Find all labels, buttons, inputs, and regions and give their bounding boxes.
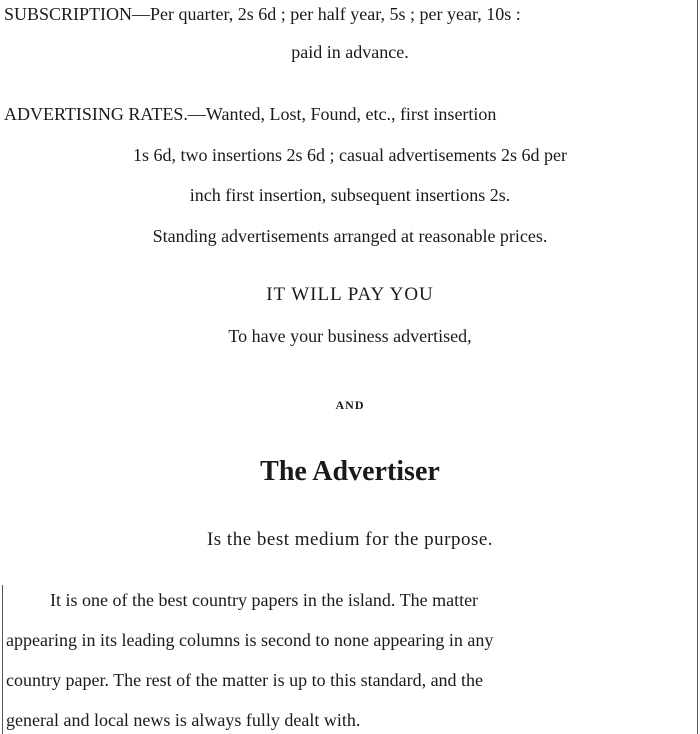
body-line-3: country paper. The rest of the matter is up to this standard, and the [6,670,484,690]
promo-subline: To have your business advertised, [228,326,472,346]
advertising-rates-line-1: ADVERTISING RATES.—Wanted, Lost, Found, etc., first insertion [4,104,497,124]
body-line-1: It is one of the best country papers in the island. The matter [50,590,479,610]
newspaper-title: The Advertiser [260,456,440,487]
advertising-rates-line-4: Standing advertisements arranged at reasonable prices. [152,226,548,246]
promo-conjunction: AND [335,398,365,412]
promo-tagline: Is the best medium for the purpose. [206,529,494,550]
column-rule-left [2,585,3,734]
subscription-line-1: SUBSCRIPTION—Per quarter, 2s 6d ; per half year, 5s ; per year, 10s : [4,4,521,24]
promo-headline: IT WILL PAY YOU [266,284,434,305]
body-line-4: general and local news is always fully dealt with. [6,710,361,730]
subscription-line-2: paid in advance. [291,42,409,62]
body-line-2: appearing in its leading columns is second to none appearing in any [6,630,494,650]
advertising-rates-line-3: inch first insertion, subsequent insertions 2s. [189,185,511,205]
advertising-rates-line-2: 1s 6d, two insertions 2s 6d ; casual advertisements 2s 6d per [133,145,567,165]
column-rule-right [697,0,698,734]
